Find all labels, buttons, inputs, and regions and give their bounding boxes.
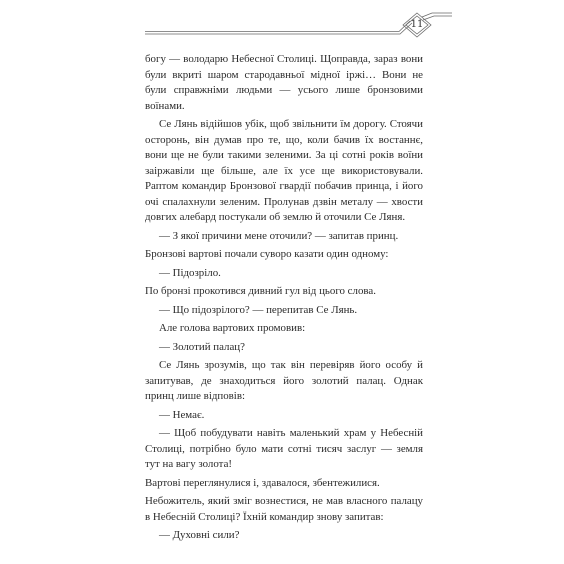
header-ornament [0, 0, 564, 50]
page-number: 11 [410, 19, 424, 30]
paragraph: — З якої причини мене оточили? — запитав принц. [159, 229, 399, 242]
paragraph: По бронзі прокотився дивний гул від цього слова. [145, 285, 376, 297]
paragraph: Але голова вартових промовив: [159, 322, 306, 334]
paragraph: богу — володарю Небесної Столиці. Щоправда, зараз вони були вкриті шаром стародавньої мідної іржі… Вони не були справжніми людьми — усього лише бронзовими воїнами. [145, 53, 423, 112]
paragraph: — Підозріло. [159, 266, 221, 279]
paragraph: Се Лянь зрозумів, що так він перевіряв його особу й запитував, де знаходиться його золотий палац. Однак принц лише відповів: [145, 359, 423, 402]
paragraph: Бронзові вартові почали суворо казати один одному: [145, 248, 389, 260]
paragraph: — Що підозрілого? — перепитав Се Лянь. [159, 303, 358, 316]
paragraph: Се Лянь відійшов убік, щоб звільнити їм дорогу. Стоячи осторонь, він думав про те, що, коли бачив їх востаннє, вони ще не були такими зеленими. За ці сотні років воїни заіржавіли ще більше, але їх усе ще використовували. Раптом командир Бронзової гвардії побачив принца, і його очі спалахнули зеленим. Пролунав дзвін металу — хвости довгих алебард постукали об землю й оточили Се Ляня. [145, 118, 423, 223]
paragraph: — Золотий палац? [159, 340, 245, 353]
paragraph: — Духовні сили? [159, 529, 240, 541]
paragraph: — Щоб побудувати навіть маленький храм у Небесній Столиці, потрібно було мати сотні тисяч заслуг — земля тут на вагу золота! [145, 427, 423, 470]
paragraph: Вартові переглянулися і, здавалося, збентежилися. [145, 476, 380, 489]
paragraph: — Немає. [159, 408, 205, 421]
paragraph: Небожитель, який зміг вознестися, не мав власного палацу в Небесній Столиці? Їхній командир знову запитав: [145, 495, 423, 523]
body-text [145, 52, 423, 547]
